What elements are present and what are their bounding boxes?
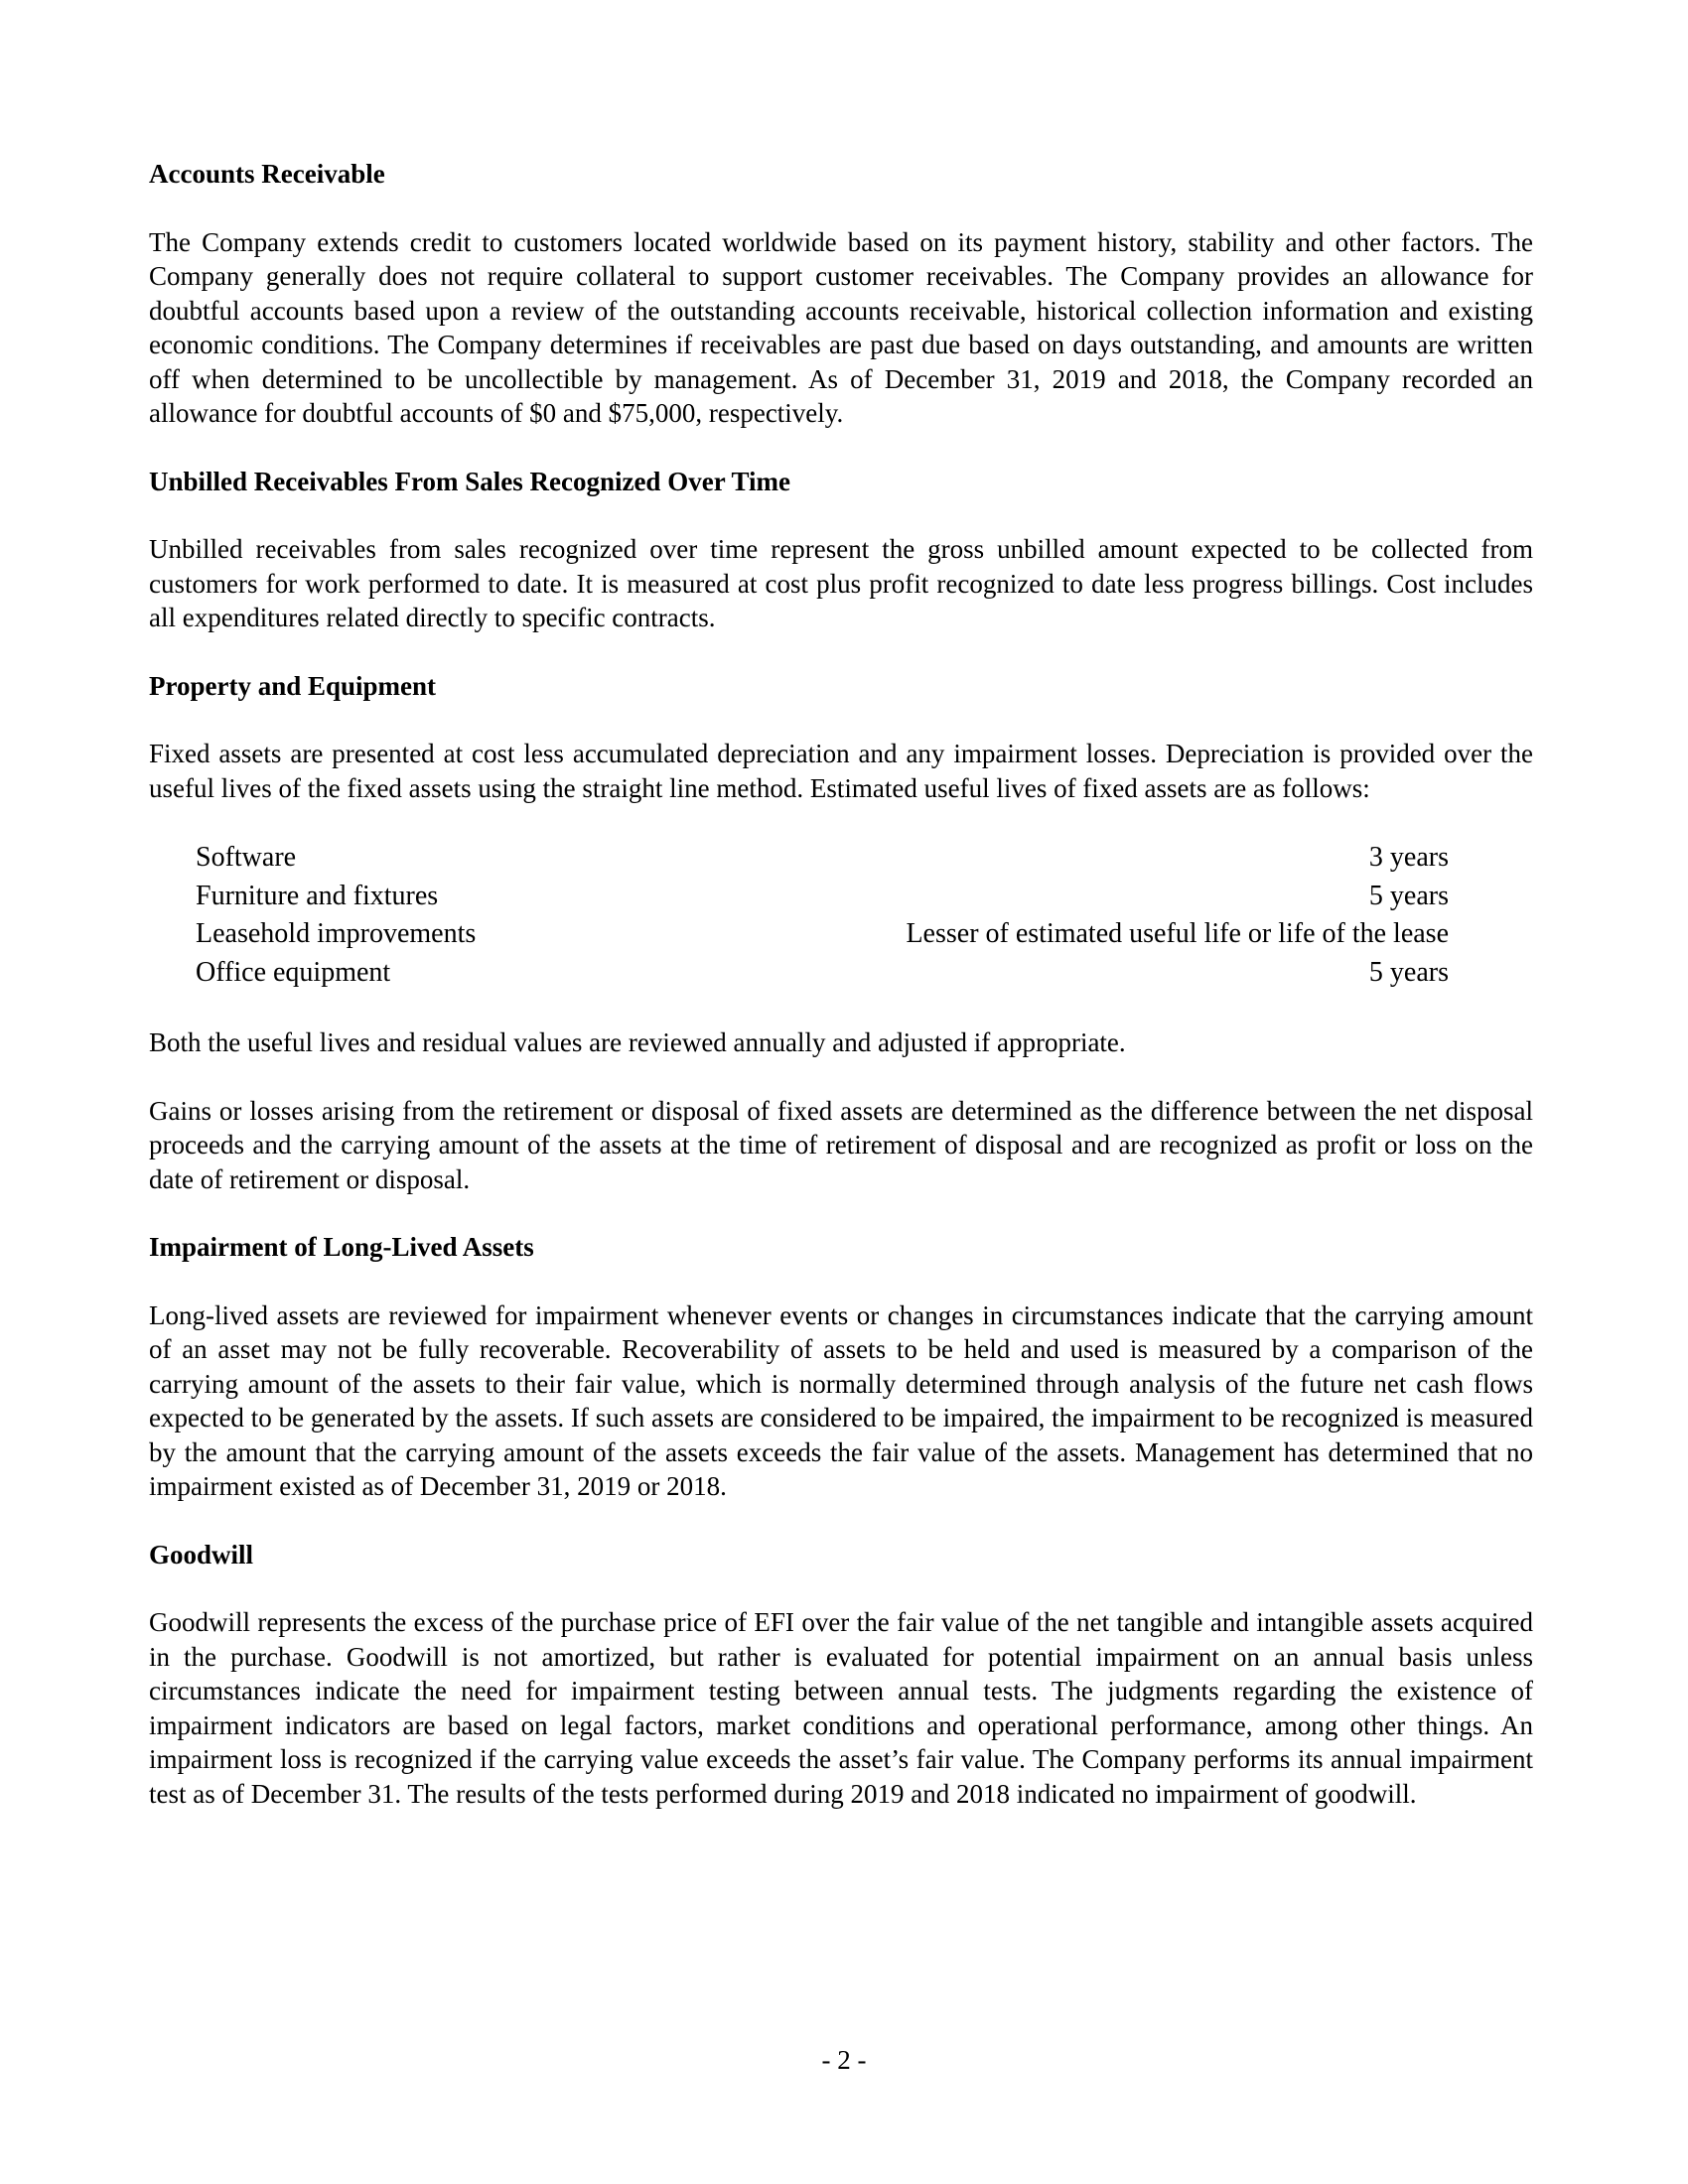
paragraph-gains-losses: Gains or losses arising from the retirement or disposal of fixed assets are determined as the difference between the net disposal proceeds and the carrying amount of the assets at the time of retirement of disposal and are recognized as profit or loss on the date of retirement or disposal. <box>149 1095 1533 1194</box>
useful-lives-row <box>196 878 1449 916</box>
asset-name: Furniture and fixtures <box>196 880 439 911</box>
heading-property-equipment: Property and Equipment <box>149 670 437 701</box>
useful-lives-row <box>196 839 1449 878</box>
asset-name: Leasehold improvements <box>196 918 477 949</box>
paragraph-accounts-receivable: The Company extends credit to customers located worldwide based on its payment history, stability and other factors. The Company generally does not require collateral to support customer receivables. The Company provides an allowance for doubtful accounts based upon a review of the outstanding accounts receivable, historical collection information and existing economic conditions. The Company determines if receivables are past due based on days outstanding, and amounts are written off when determined to be uncollectible by management. As of December 31, 2019 and 2018, the Company recorded an allowance for doubtful accounts of $0 and $75,000, respectively. <box>149 226 1533 428</box>
useful-lives-table <box>196 839 1449 992</box>
paragraph-unbilled-receivables: Unbilled receivables from sales recognized over time represent the gross unbilled amount expected to be collected from customers for work performed to date. It is measured at cost plus profit recognized to date less progress billings. Cost includes all expenditures related directly to specific contracts. <box>149 534 1533 632</box>
useful-lives-row <box>196 954 1449 993</box>
asset-name: Office equipment <box>196 956 391 988</box>
paragraph-useful-lives-review: Both the useful lives and residual values are reviewed annually and adjusted if appropriate. <box>149 1027 1126 1057</box>
page-number: - 2 - <box>821 2045 867 2075</box>
paragraph-goodwill: Goodwill represents the excess of the purchase price of EFI over the fair value of the net tangible and intangible assets acquired in the purchase. Goodwill is not amortized, but rather is evaluated for potential impairment on an annual basis unless circumstances indicate the need for impairment testing between annual tests. The judgments regarding the existence of impairment indicators are based on legal factors, market conditions and operational performance, among other things. An impairment loss is recognized if the carrying value exceeds the asset’s fair value. The Company performs its annual impairment test as of December 31. The results of the tests performed during 2019 and 2018 indicated no impairment of goodwill. <box>149 1607 1533 1809</box>
heading-goodwill: Goodwill <box>149 1539 254 1570</box>
asset-useful-life: Lesser of estimated useful life or life of the lease <box>906 918 1449 949</box>
heading-accounts-receivable: Accounts Receivable <box>149 159 385 189</box>
page-content <box>149 157 1533 1844</box>
asset-useful-life: 5 years <box>1368 956 1449 988</box>
paragraph-property-equipment-intro: Fixed assets are presented at cost less accumulated depreciation and any impairment losses. Depreciation is provided over the useful lives of the fixed assets using the straight line method. Estimated useful lives of fixed assets are as follows: <box>149 739 1533 803</box>
heading-unbilled-receivables: Unbilled Receivables From Sales Recognized Over Time <box>149 466 790 496</box>
useful-lives-row <box>196 915 1449 954</box>
asset-name: Software <box>196 842 297 873</box>
paragraph-impairment-long-lived: Long-lived assets are reviewed for impairment whenever events or changes in circumstances indicate that the carrying amount of an asset may not be fully recoverable. Recoverability of assets to be held and used is measured by a comparison of the carrying amount of the assets to their fair value, which is normally determined through analysis of the future net cash flows expected to be generated by the assets. If such assets are considered to be impaired, the impairment to be recognized is measured by the amount that the carrying amount of the assets exceeds the fair value of the assets. Management has determined that no impairment existed as of December 31, 2019 or 2018. <box>149 1299 1533 1501</box>
heading-impairment-long-lived: Impairment of Long-Lived Assets <box>149 1232 534 1262</box>
asset-useful-life: 5 years <box>1368 880 1449 911</box>
asset-useful-life: 3 years <box>1368 842 1449 873</box>
